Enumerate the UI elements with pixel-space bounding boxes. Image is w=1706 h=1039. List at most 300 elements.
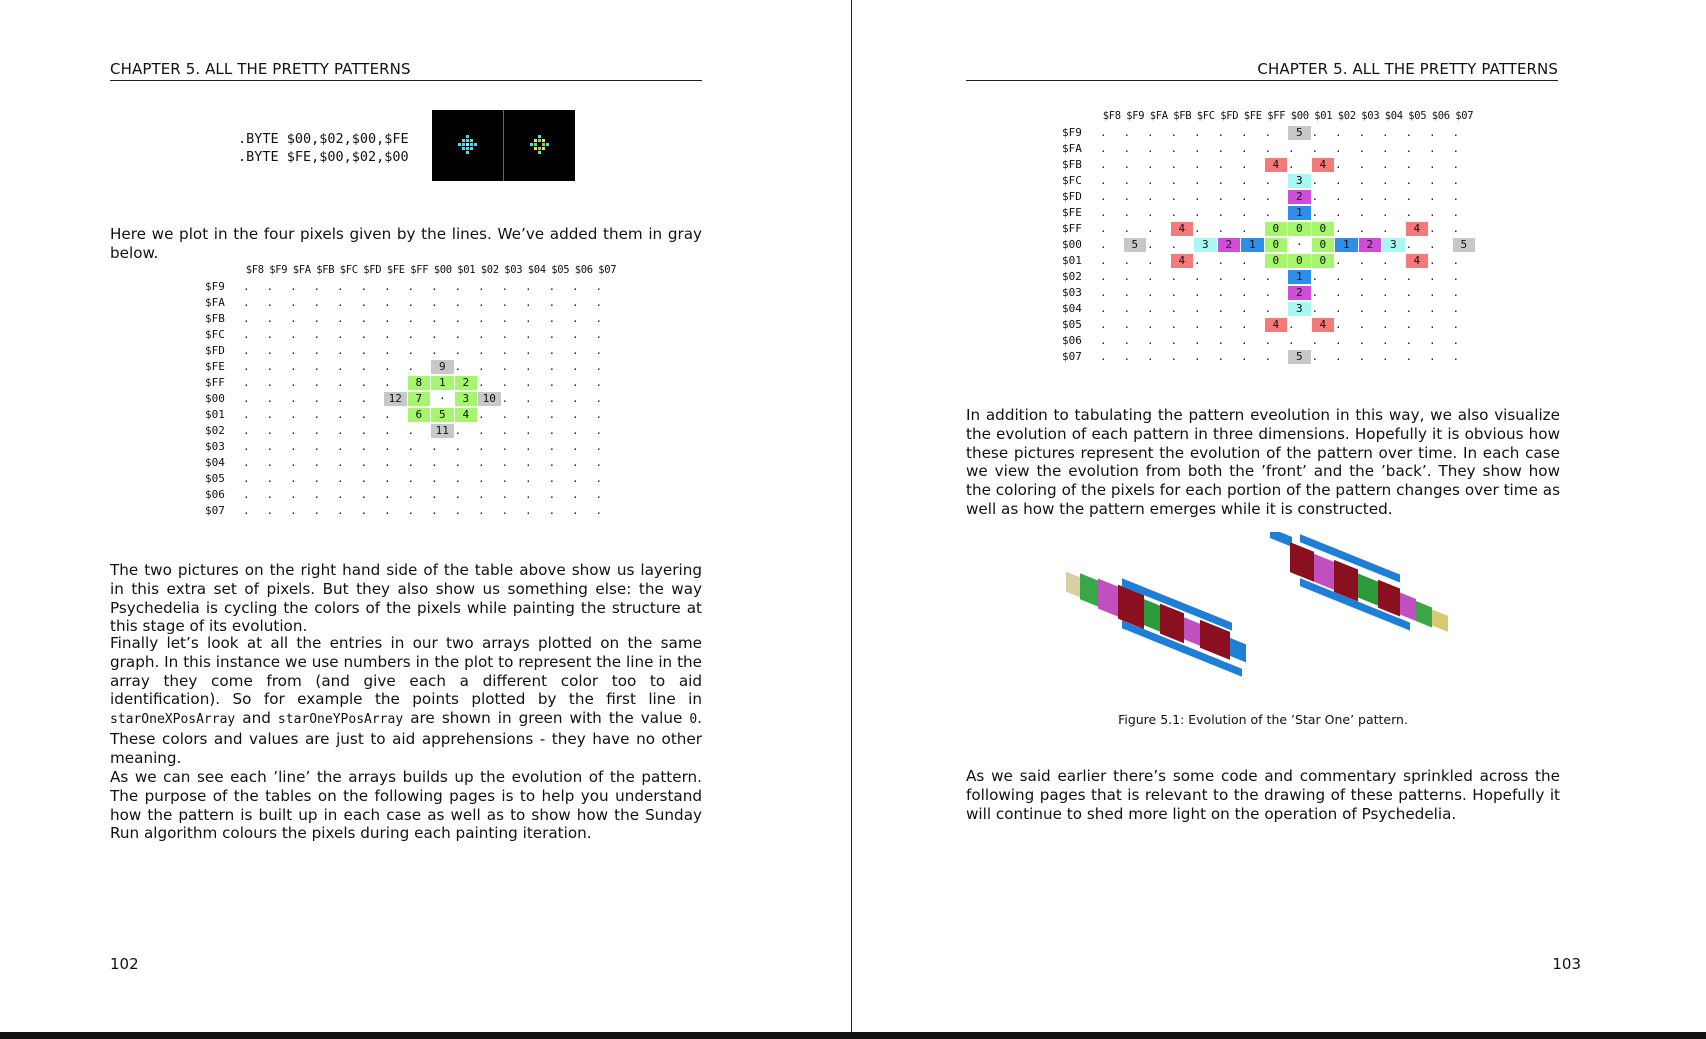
column-header: $04 [1384,110,1403,122]
empty-pixel: . [243,392,250,405]
empty-pixel: . [1405,142,1413,155]
empty-pixel: . [1288,318,1295,331]
plotted-pixel: 11 [431,424,454,438]
empty-pixel: . [1170,174,1178,187]
empty-pixel: . [1194,206,1201,219]
pixel-plot-table [205,263,617,523]
row-label: $FD [1062,190,1082,203]
empty-pixel: . [1170,206,1178,219]
plotted-pixel: 1 [1335,238,1358,252]
running-head: CHAPTER 5. ALL THE PRETTY PATTERNS [966,60,1558,81]
empty-pixel: . [313,488,321,501]
empty-pixel: . [290,408,297,421]
body-paragraph: As we can see each ’line’ the arrays builds up the evolution of the pattern. The purpose of the tables on the following pages is to help you understand how the pattern is built up in each case as well as to show how the Sunday Run algorithm colours the pixels during each painting iteration. [110,768,702,843]
column-header: $02 [1337,110,1356,122]
empty-pixel: . [478,440,485,453]
empty-pixel: . [454,472,462,485]
empty-pixel: . [243,328,250,341]
empty-pixel: . [1358,302,1366,315]
empty-pixel: . [1405,158,1413,171]
column-header: $FD [363,264,382,276]
empty-pixel: . [313,328,321,341]
empty-pixel: . [431,296,438,309]
empty-pixel: . [548,296,556,309]
code-identifier: starOneXPosArray [110,712,236,728]
empty-pixel: . [1147,206,1154,219]
empty-pixel: . [313,296,321,309]
empty-pixel: . [1123,222,1131,235]
empty-pixel: . [572,408,579,421]
empty-pixel: . [454,360,462,373]
empty-pixel: . [407,328,415,341]
row-label: $F9 [1062,126,1082,139]
row-label: $01 [205,408,225,421]
empty-pixel: . [1123,206,1131,219]
empty-pixel: . [360,360,368,373]
empty-pixel: . [431,504,438,517]
empty-pixel: . [1429,190,1436,203]
plotted-pixel: 4 [1265,318,1288,332]
empty-pixel: . [1405,206,1413,219]
empty-pixel: . [501,360,509,373]
empty-pixel: . [595,296,603,309]
empty-pixel: . [1429,142,1436,155]
empty-pixel: . [501,424,509,437]
empty-pixel: . [1382,126,1389,139]
empty-pixel: . [454,456,462,469]
column-header: $03 [504,264,523,276]
empty-pixel: . [360,408,368,421]
empty-pixel: . [1241,142,1248,155]
empty-pixel: . [337,296,344,309]
empty-pixel: . [313,344,321,357]
column-header: $FF [410,264,429,276]
empty-pixel: . [337,440,344,453]
pattern-thumbnail-multicolor [504,110,575,181]
empty-pixel: . [501,376,509,389]
empty-pixel: . [1358,174,1366,187]
plotted-pixel: 3 [1194,238,1217,252]
empty-pixel: . [1123,318,1131,331]
empty-pixel: . [337,312,344,325]
empty-pixel: . [1217,158,1225,171]
plotted-pixel: 1 [1241,238,1264,252]
empty-pixel: . [1217,190,1225,203]
intro-paragraph: Here we plot in the four pixels given by the lines. We’ve added them in gray below. [110,225,702,262]
empty-pixel: . [595,280,603,293]
empty-pixel: . [243,504,250,517]
empty-pixel: . [360,312,368,325]
plotted-pixel: 0 [1312,222,1335,236]
empty-pixel: . [1429,350,1436,363]
empty-pixel: . [572,424,579,437]
empty-pixel: . [1382,158,1389,171]
empty-pixel: . [337,408,344,421]
empty-pixel: . [384,504,391,517]
empty-pixel: . [501,408,509,421]
empty-pixel: . [454,504,462,517]
empty-pixel: . [454,328,462,341]
empty-pixel: . [1358,270,1366,283]
empty-pixel: . [1429,222,1436,235]
empty-pixel: . [1264,270,1272,283]
pixel-plot-table [1062,109,1482,369]
row-label: $FB [1062,158,1082,171]
empty-pixel: . [1429,158,1436,171]
empty-pixel: . [595,472,603,485]
empty-pixel: . [266,312,274,325]
empty-pixel: . [360,488,368,501]
empty-pixel: . [1311,350,1319,363]
empty-pixel: . [384,440,391,453]
star-one-3d-figure [1062,532,1472,697]
empty-pixel: . [525,280,532,293]
empty-pixel: . [1335,286,1342,299]
empty-pixel: . [525,296,532,309]
plotted-pixel: 0 [1288,222,1311,236]
empty-pixel: . [290,488,297,501]
plotted-pixel: 4 [1312,158,1335,172]
empty-pixel: . [290,344,297,357]
empty-pixel: . [1382,174,1389,187]
empty-pixel: . [595,312,603,325]
column-header: $FC [339,264,358,276]
empty-pixel: . [1405,238,1413,251]
empty-pixel: . [572,296,579,309]
empty-pixel: . [384,312,391,325]
empty-pixel: . [1382,270,1389,283]
column-header: $FA [1149,110,1168,122]
empty-pixel: . [1123,334,1131,347]
column-header: $07 [598,264,617,276]
empty-pixel: . [337,344,344,357]
empty-pixel: . [431,312,438,325]
empty-pixel: . [290,424,297,437]
empty-pixel: . [525,472,532,485]
empty-pixel: . [243,312,250,325]
plotted-pixel: 4 [1265,158,1288,172]
empty-pixel: . [1429,206,1436,219]
empty-pixel: . [266,440,274,453]
empty-pixel: . [1311,206,1319,219]
empty-pixel: . [266,376,274,389]
empty-pixel: . [290,472,297,485]
empty-pixel: . [595,456,603,469]
empty-pixel: . [1123,126,1131,139]
empty-pixel: . [1452,334,1460,347]
empty-pixel: . [1429,174,1436,187]
empty-pixel: . [360,504,368,517]
empty-pixel: . [384,424,391,437]
empty-pixel: . [1405,174,1413,187]
empty-pixel: . [1335,302,1342,315]
empty-pixel: . [501,344,509,357]
column-header: $FB [1173,110,1192,122]
column-header: $F8 [1102,110,1121,122]
empty-pixel: . [243,280,250,293]
body-paragraph: As we said earlier there’s some code and commentary sprinkled across the following pages that is relevant to the drawing of these patterns. Hopefully it will continue to shed more light on the operation of Psychedelia. [966,767,1560,823]
empty-pixel: . [1147,302,1154,315]
right-page [852,0,1706,1032]
empty-pixel: . [407,504,415,517]
empty-pixel: . [313,440,321,453]
row-label: $FA [205,296,225,309]
empty-pixel: . [501,296,509,309]
empty-pixel: . [501,280,509,293]
star-sprite-image [432,110,503,181]
empty-pixel: . [1170,158,1178,171]
empty-pixel: . [1429,334,1436,347]
plotted-pixel: 3 [455,392,478,406]
empty-pixel: . [290,296,297,309]
empty-pixel: . [595,488,603,501]
plotted-pixel: 3 [1288,302,1311,316]
empty-pixel: . [1382,286,1389,299]
column-header: $F8 [245,264,264,276]
column-header: $04 [527,264,546,276]
plotted-pixel: 0 [1265,222,1288,236]
empty-pixel: . [1429,270,1436,283]
empty-pixel: . [407,488,415,501]
empty-pixel: . [548,312,556,325]
empty-pixel: . [407,456,415,469]
empty-pixel: . [290,392,297,405]
plotted-pixel: 3 [1382,238,1405,252]
empty-pixel: . [1194,190,1201,203]
empty-pixel: . [337,472,344,485]
empty-pixel: . [1382,302,1389,315]
row-label: $06 [205,488,225,501]
empty-pixel: . [1194,254,1201,267]
empty-pixel: . [572,328,579,341]
empty-pixel: . [525,392,532,405]
empty-pixel: . [525,456,532,469]
empty-pixel: . [1194,174,1201,187]
empty-pixel: . [1100,318,1107,331]
empty-pixel: . [1217,206,1225,219]
empty-pixel: . [1311,334,1319,347]
empty-pixel: . [1358,254,1366,267]
empty-pixel: . [337,392,344,405]
empty-pixel: . [1100,126,1107,139]
empty-pixel: . [1429,126,1436,139]
empty-pixel: . [360,280,368,293]
empty-pixel: . [1147,190,1154,203]
running-head: CHAPTER 5. ALL THE PRETTY PATTERNS [110,60,702,81]
plotted-pixel: 1 [1288,206,1311,220]
empty-pixel: . [1147,222,1154,235]
column-header: $05 [1408,110,1427,122]
empty-pixel: . [1100,302,1107,315]
empty-pixel: . [548,328,556,341]
empty-pixel: . [1217,318,1225,331]
empty-pixel: . [1170,334,1178,347]
empty-pixel: . [1358,286,1366,299]
empty-pixel: . [1123,190,1131,203]
empty-pixel: . [478,344,485,357]
empty-pixel: . [595,504,603,517]
empty-pixel: . [1170,270,1178,283]
empty-pixel: . [337,360,344,373]
empty-pixel: . [478,488,485,501]
empty-pixel: . [1452,350,1460,363]
empty-pixel: . [1123,254,1131,267]
plotted-pixel: 8 [408,376,431,390]
plotted-pixel: 5 [431,408,454,422]
empty-pixel: . [266,328,274,341]
empty-pixel: . [548,360,556,373]
empty-pixel: . [525,504,532,517]
empty-pixel: . [1100,222,1107,235]
empty-pixel: . [525,488,532,501]
empty-pixel: . [478,312,485,325]
empty-pixel: . [407,360,415,373]
column-header: $01 [457,264,476,276]
empty-pixel: . [431,488,438,501]
empty-pixel: . [548,424,556,437]
empty-pixel: . [1358,158,1366,171]
empty-pixel: . [548,456,556,469]
empty-pixel: . [1264,174,1272,187]
empty-pixel: . [384,328,391,341]
figure-caption: Figure 5.1: Evolution of the ’Star One’ pattern. [1118,712,1408,727]
empty-pixel: . [384,456,391,469]
plotted-pixel: 2 [1359,238,1382,252]
empty-pixel: . [1100,190,1107,203]
empty-pixel: . [548,280,556,293]
empty-pixel: . [1123,350,1131,363]
empty-pixel: . [407,296,415,309]
row-label: $F9 [205,280,225,293]
empty-pixel: . [525,424,532,437]
empty-pixel: . [1100,350,1107,363]
left-page [0,0,851,1032]
column-header: $FA [292,264,311,276]
code-identifier: starOneYPosArray [277,712,404,728]
empty-pixel: . [595,424,603,437]
column-header: $F9 [269,264,288,276]
empty-pixel: . [1241,254,1248,267]
empty-pixel: . [454,296,462,309]
code-identifier: 0 [689,712,698,728]
empty-pixel: . [1100,286,1107,299]
empty-pixel: . [501,440,509,453]
empty-pixel: . [1170,190,1178,203]
empty-pixel: . [1382,334,1389,347]
plotted-pixel: 4 [1171,254,1194,268]
empty-pixel: . [266,392,274,405]
row-label: $00 [205,392,225,405]
empty-pixel: . [1241,222,1248,235]
empty-pixel: . [1264,286,1272,299]
column-header: $00 [433,264,452,276]
empty-pixel: . [478,456,485,469]
empty-pixel: . [243,472,250,485]
empty-pixel: . [1100,142,1107,155]
row-label: $04 [205,456,225,469]
empty-pixel: . [1194,334,1201,347]
empty-pixel: . [384,376,391,389]
empty-pixel: . [1194,222,1201,235]
empty-pixel: . [407,344,415,357]
row-label: $05 [1062,318,1082,331]
plotted-pixel: 9 [431,360,454,374]
empty-pixel: . [243,440,250,453]
empty-pixel: . [313,376,321,389]
plotted-pixel: 12 [384,392,407,406]
column-header: $FC [1196,110,1215,122]
empty-pixel: . [1335,158,1342,171]
empty-pixel: . [1358,142,1366,155]
plotted-pixel: 2 [1288,286,1311,300]
empty-pixel: . [525,440,532,453]
empty-pixel: . [501,472,509,485]
column-header: $06 [1431,110,1450,122]
empty-pixel: . [1194,350,1201,363]
empty-pixel: . [525,344,532,357]
plotted-pixel: · [1288,238,1311,252]
empty-pixel: . [1335,334,1342,347]
empty-pixel: . [290,360,297,373]
empty-pixel: . [1405,318,1413,331]
star-sprite-image [504,110,575,181]
empty-pixel: . [360,440,368,453]
empty-pixel: . [384,408,391,421]
column-header: $02 [480,264,499,276]
empty-pixel: . [1241,174,1248,187]
plotted-pixel: 5 [1288,350,1311,364]
empty-pixel: . [1241,302,1248,315]
empty-pixel: . [454,344,462,357]
empty-pixel: . [1194,270,1201,283]
empty-pixel: . [1311,174,1319,187]
empty-pixel: . [290,328,297,341]
empty-pixel: . [572,344,579,357]
empty-pixel: . [1123,142,1131,155]
empty-pixel: . [384,360,391,373]
text-run: . These colors and values are just to aid apprehensions - they have no other meaning. [110,709,702,767]
empty-pixel: . [1382,206,1389,219]
plotted-pixel: 7 [408,392,431,406]
empty-pixel: . [1100,158,1107,171]
plotted-pixel: 2 [1288,190,1311,204]
empty-pixel: . [313,472,321,485]
empty-pixel: . [243,376,250,389]
empty-pixel: . [1382,190,1389,203]
empty-pixel: . [337,424,344,437]
empty-pixel: . [1170,286,1178,299]
empty-pixel: . [1358,334,1366,347]
empty-pixel: . [1405,302,1413,315]
empty-pixel: . [525,376,532,389]
empty-pixel: . [1194,158,1201,171]
empty-pixel: . [243,424,250,437]
empty-pixel: . [407,312,415,325]
empty-pixel: . [313,280,321,293]
empty-pixel: . [572,392,579,405]
empty-pixel: . [1358,126,1366,139]
row-label: $FC [1062,174,1082,187]
empty-pixel: . [1123,174,1131,187]
row-label: $07 [205,504,225,517]
empty-pixel: . [1147,350,1154,363]
plotted-pixel: 1 [1288,270,1311,284]
empty-pixel: . [1335,126,1342,139]
empty-pixel: . [595,376,603,389]
empty-pixel: . [595,440,603,453]
empty-pixel: . [384,280,391,293]
empty-pixel: . [1170,238,1178,251]
